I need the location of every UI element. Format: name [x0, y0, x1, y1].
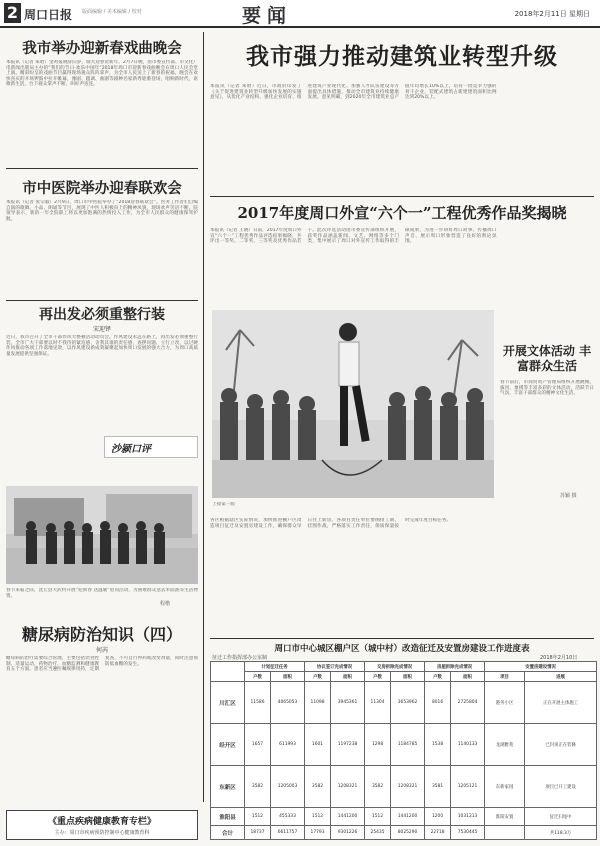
table-cell: 8025290	[391, 826, 425, 840]
table-cell: 7530445	[451, 826, 485, 840]
table-title: 周口市中心城区棚户区（城中村）改造征迁及安置房建设工作进度表	[274, 644, 530, 654]
table-date: 2018年2月10日	[540, 655, 578, 661]
article-publicity-awards: 本报讯（记者 王晓）日前，2017年度周口外宣“六个一”工程优秀作品评选结果揭晓，共评出一等奖、二等奖、三等奖及优秀作品若干。此次评选活动由市委宣传部组织开展，获奖作品涵盖新闻、文艺、网络等多个门类，集中展示了周口对外宣传工作取得的丰硕成果，为进一步讲好周口故事、传播周口声音、展示周口形象营造了良好的舆论氛围。	[210, 228, 497, 245]
table-body	[211, 682, 597, 840]
group-header: 房屋拆除完成情况	[425, 662, 485, 672]
article-opera-gala: 本报讯（记者 朱晗）金鸡报晓辞旧岁，瑞犬迎春贺新年。2月7日晚，由市委宣传部、市文化广电新闻出版局主办的“我们的节日·欢乐中国年”2018年周口市迎新春戏曲晚会在周口人民会堂上演。精彩纷呈的戏曲节目赢得现场观众阵阵掌声，为全市人民送上了新春的祝福。晚会在欢快喜庆的开场锣鼓中拉开帷幕，豫剧、越调、曲剧等剧种名家新秀轮番登场，唱响新时代，讴歌新生活，台下观众掌声不断、叫好声连连。	[6, 60, 198, 88]
table-cell: 1512	[245, 808, 271, 826]
table-cell: 1512	[365, 808, 391, 826]
article-progress: 各区根据辖区实际情况，加快推进棚户区改造项目征迁及安置房建设工作，确保群众早日住上新房。各项目责任单位要倒排工期、挂图作战，严格落实工作责任，保质保量按时完成年度目标任务。	[210, 518, 451, 529]
headline-publicity-awards: 2017年度周口外宣“六个一”工程优秀作品奖揭晓	[237, 204, 567, 222]
table-cell: 淮阳安置	[485, 808, 525, 826]
column-header: 项目	[485, 672, 525, 682]
section-title: 要闻	[242, 5, 293, 27]
photographer: 程楷	[160, 601, 171, 607]
table-cell: 共118.3万	[525, 826, 597, 840]
table-cell: 611993	[271, 724, 305, 766]
table-cell: 1205121	[451, 766, 485, 808]
article-sports-activities: 春节前后，市商贸资产管理局组织开展跳绳、拔河、象棋等丰富多彩的文体活动，活跃节日气氛，丰富干部群众的精神文化生活。	[500, 380, 594, 397]
table-cell: 6611757	[271, 826, 305, 840]
article-commentary: 近日，我市召开了全市干部作风大整顿活动动员会。作风建设永远在路上，再出发必须重整行装。全市广大干部要以时不我待的紧迫感、舍我其谁的责任感，查摆问题、立行立改，以过硬作风推动各项工作落地见效，以作风建设新成效凝聚起加快周口发展的强大合力，为周口高质量发展提供坚强保证。	[6, 335, 198, 357]
table-cell: 1031213	[451, 808, 485, 826]
table-cell: 港务小区	[485, 682, 525, 724]
divider	[210, 638, 594, 639]
table-cell: 1208321	[331, 766, 365, 808]
table-cell: 1601	[305, 724, 331, 766]
progress-intro: 上接第一版	[212, 502, 235, 507]
table-cell: 3582	[305, 766, 331, 808]
table-cell: 9301226	[331, 826, 365, 840]
table-cell: 已封顶正在装修	[525, 724, 597, 766]
page-number: 2	[4, 3, 21, 23]
health-column-note: 主办：周口市疾病预防控制中心健康教育科	[54, 830, 150, 836]
row-district: 经开区	[211, 724, 245, 766]
table-cell: 1657	[245, 724, 271, 766]
table-cell	[485, 826, 525, 840]
table-cell: 3582	[365, 766, 391, 808]
photo-rope-skipping	[212, 310, 494, 498]
table-row	[211, 826, 597, 840]
column-divider	[203, 32, 204, 802]
headline-opera-gala: 我市举办迎新春戏曲晚会	[22, 40, 182, 57]
table-cell: 4065053	[271, 682, 305, 724]
commentary-author: 宋迎铎	[92, 326, 111, 333]
row-district: 东新区	[211, 766, 245, 808]
table-cell: 3945361	[331, 682, 365, 724]
table-cell: 22718	[425, 826, 451, 840]
column-header: 面积	[331, 672, 365, 682]
masthead	[0, 0, 600, 28]
table-cell: 25435	[365, 826, 391, 840]
table-row	[211, 682, 597, 724]
table-cell: 18737	[245, 826, 271, 840]
photo-caption: 春节来临之际，沈丘县大武村开展“迎新春 送温暖”慰问活动，为困难群众送去米面油等生活物资。	[6, 588, 198, 599]
group-header: 安置房建设情况	[485, 662, 597, 672]
headline-commentary: 再出发必须重整行装	[39, 307, 165, 323]
table-cell: 征迁扫尾中	[525, 808, 597, 826]
progress-table	[210, 661, 597, 840]
main-headline: 我市强力推动建筑业转型升级	[246, 43, 558, 70]
table-row	[211, 724, 597, 766]
table-cell: 11098	[305, 682, 331, 724]
row-district: 淮阳县	[211, 808, 245, 826]
divider	[6, 168, 198, 169]
table-cell: 1205003	[271, 766, 305, 808]
group-header: 计划征迁任务	[245, 662, 305, 672]
diabetes-author: 何芮	[95, 647, 108, 654]
table-cell: 3582	[245, 766, 271, 808]
table-row	[211, 808, 597, 826]
table-cell: 龙湖雅苑	[485, 724, 525, 766]
table-cell: 1512	[305, 808, 331, 826]
table-cell: 正在开展主体施工	[525, 682, 597, 724]
column-header: 户数	[425, 672, 451, 682]
group-header: 协议签订完成情况	[305, 662, 365, 672]
column-brand-box	[104, 436, 198, 458]
column-header: 户数	[245, 672, 271, 682]
table-cell: 项目已开工建设	[525, 766, 597, 808]
photo-graphic	[6, 486, 198, 584]
table-subtitle: 征迁工作指挥部办公室制	[212, 655, 268, 661]
table-cell: 17793	[305, 826, 331, 840]
headline-diabetes: 糖尿病防治知识（四）	[21, 625, 182, 644]
table-cell: 455333	[271, 808, 305, 826]
table-cell: 8016	[425, 682, 451, 724]
side-photographer: 苏颖 摄	[560, 493, 577, 499]
column-brand: 沙颍口评	[111, 444, 151, 455]
table-cell: 1538	[425, 724, 451, 766]
table-cell: 11586	[245, 682, 271, 724]
photo-charity-visit	[6, 486, 198, 584]
column-header: 面积	[271, 672, 305, 682]
photo-graphic	[212, 310, 494, 498]
editor-info: 版面编辑 / 美术编辑 / 校对	[82, 9, 142, 15]
table-cell: 1208321	[391, 766, 425, 808]
column-header: 户数	[365, 672, 391, 682]
table-row	[211, 766, 597, 808]
table-cell: 1184785	[391, 724, 425, 766]
row-district: 合计	[211, 826, 245, 840]
table-cell: 2725804	[451, 682, 485, 724]
divider	[6, 300, 198, 301]
column-header: 户数	[305, 672, 331, 682]
divider	[210, 196, 594, 197]
health-column-title: 《重点疾病健康教育专栏》	[47, 817, 156, 827]
article-diabetes: 糖尿病的治疗需要综合管理，主要包括饮食控制、适量运动、药物治疗、血糖监测和健康教育五个方面。患者应当遵医嘱规律用药，定期复查，不可自行停药或改变剂量，同时注意预防低血糖的发生。	[6, 656, 198, 673]
article-tcm-hospital: 本报讯（记者 张宗毅）2月9日，周口市中医院举办了“2018迎春联欢会”。医务工作者们自编自演的歌舞、小品、朗诵等节目，展现了中医人积极向上的精神风貌，现场欢声笑语不断。院领导表示，新的一年全院职工将以更加饱满的热情投入工作，为全市人民群众的健康保驾护航。	[6, 200, 198, 222]
table-cell: 3653962	[391, 682, 425, 724]
table-cell: 1200	[425, 808, 451, 826]
table-cell: 1298	[365, 724, 391, 766]
column-header: 面积	[391, 672, 425, 682]
column-header: 进展	[525, 672, 597, 682]
table-cell: 11304	[365, 682, 391, 724]
table-cell: 1140133	[451, 724, 485, 766]
table-cell: 1197238	[331, 724, 365, 766]
article-construction: 本报讯（记者 朱晗）近日，市政府印发了《关于促进建筑业转型升级加快发展的实施意见》，从优化产业结构、强化企业培育、推进建筑产业现代化、加强人才队伍建设等方面提出具体措施，推动全市建筑业持续健康发展。意见明确，到2020年全市建筑业总产值年均增长10%以上，培育一批竞争力强的骨干企业，装配式建筑占新建建筑面积比例达到20%以上。	[210, 84, 497, 101]
table-cell: 1441200	[391, 808, 425, 826]
headline-tcm-hospital: 市中医院举办迎春联欢会	[22, 180, 182, 197]
row-district: 川汇区	[211, 682, 245, 724]
paper-name: 周口日报	[24, 8, 73, 22]
table-cell: 东新家园	[485, 766, 525, 808]
headline-sports-activities: 开展文体活动 丰富群众生活	[502, 344, 592, 373]
group-header: 交房拆除完成情况	[365, 662, 425, 672]
issue-date: 2018年2月11日 星期日	[514, 10, 590, 18]
health-column-box	[6, 810, 198, 840]
column-header: 面积	[451, 672, 485, 682]
table-cell: 1441200	[331, 808, 365, 826]
table-cell: 3581	[425, 766, 451, 808]
